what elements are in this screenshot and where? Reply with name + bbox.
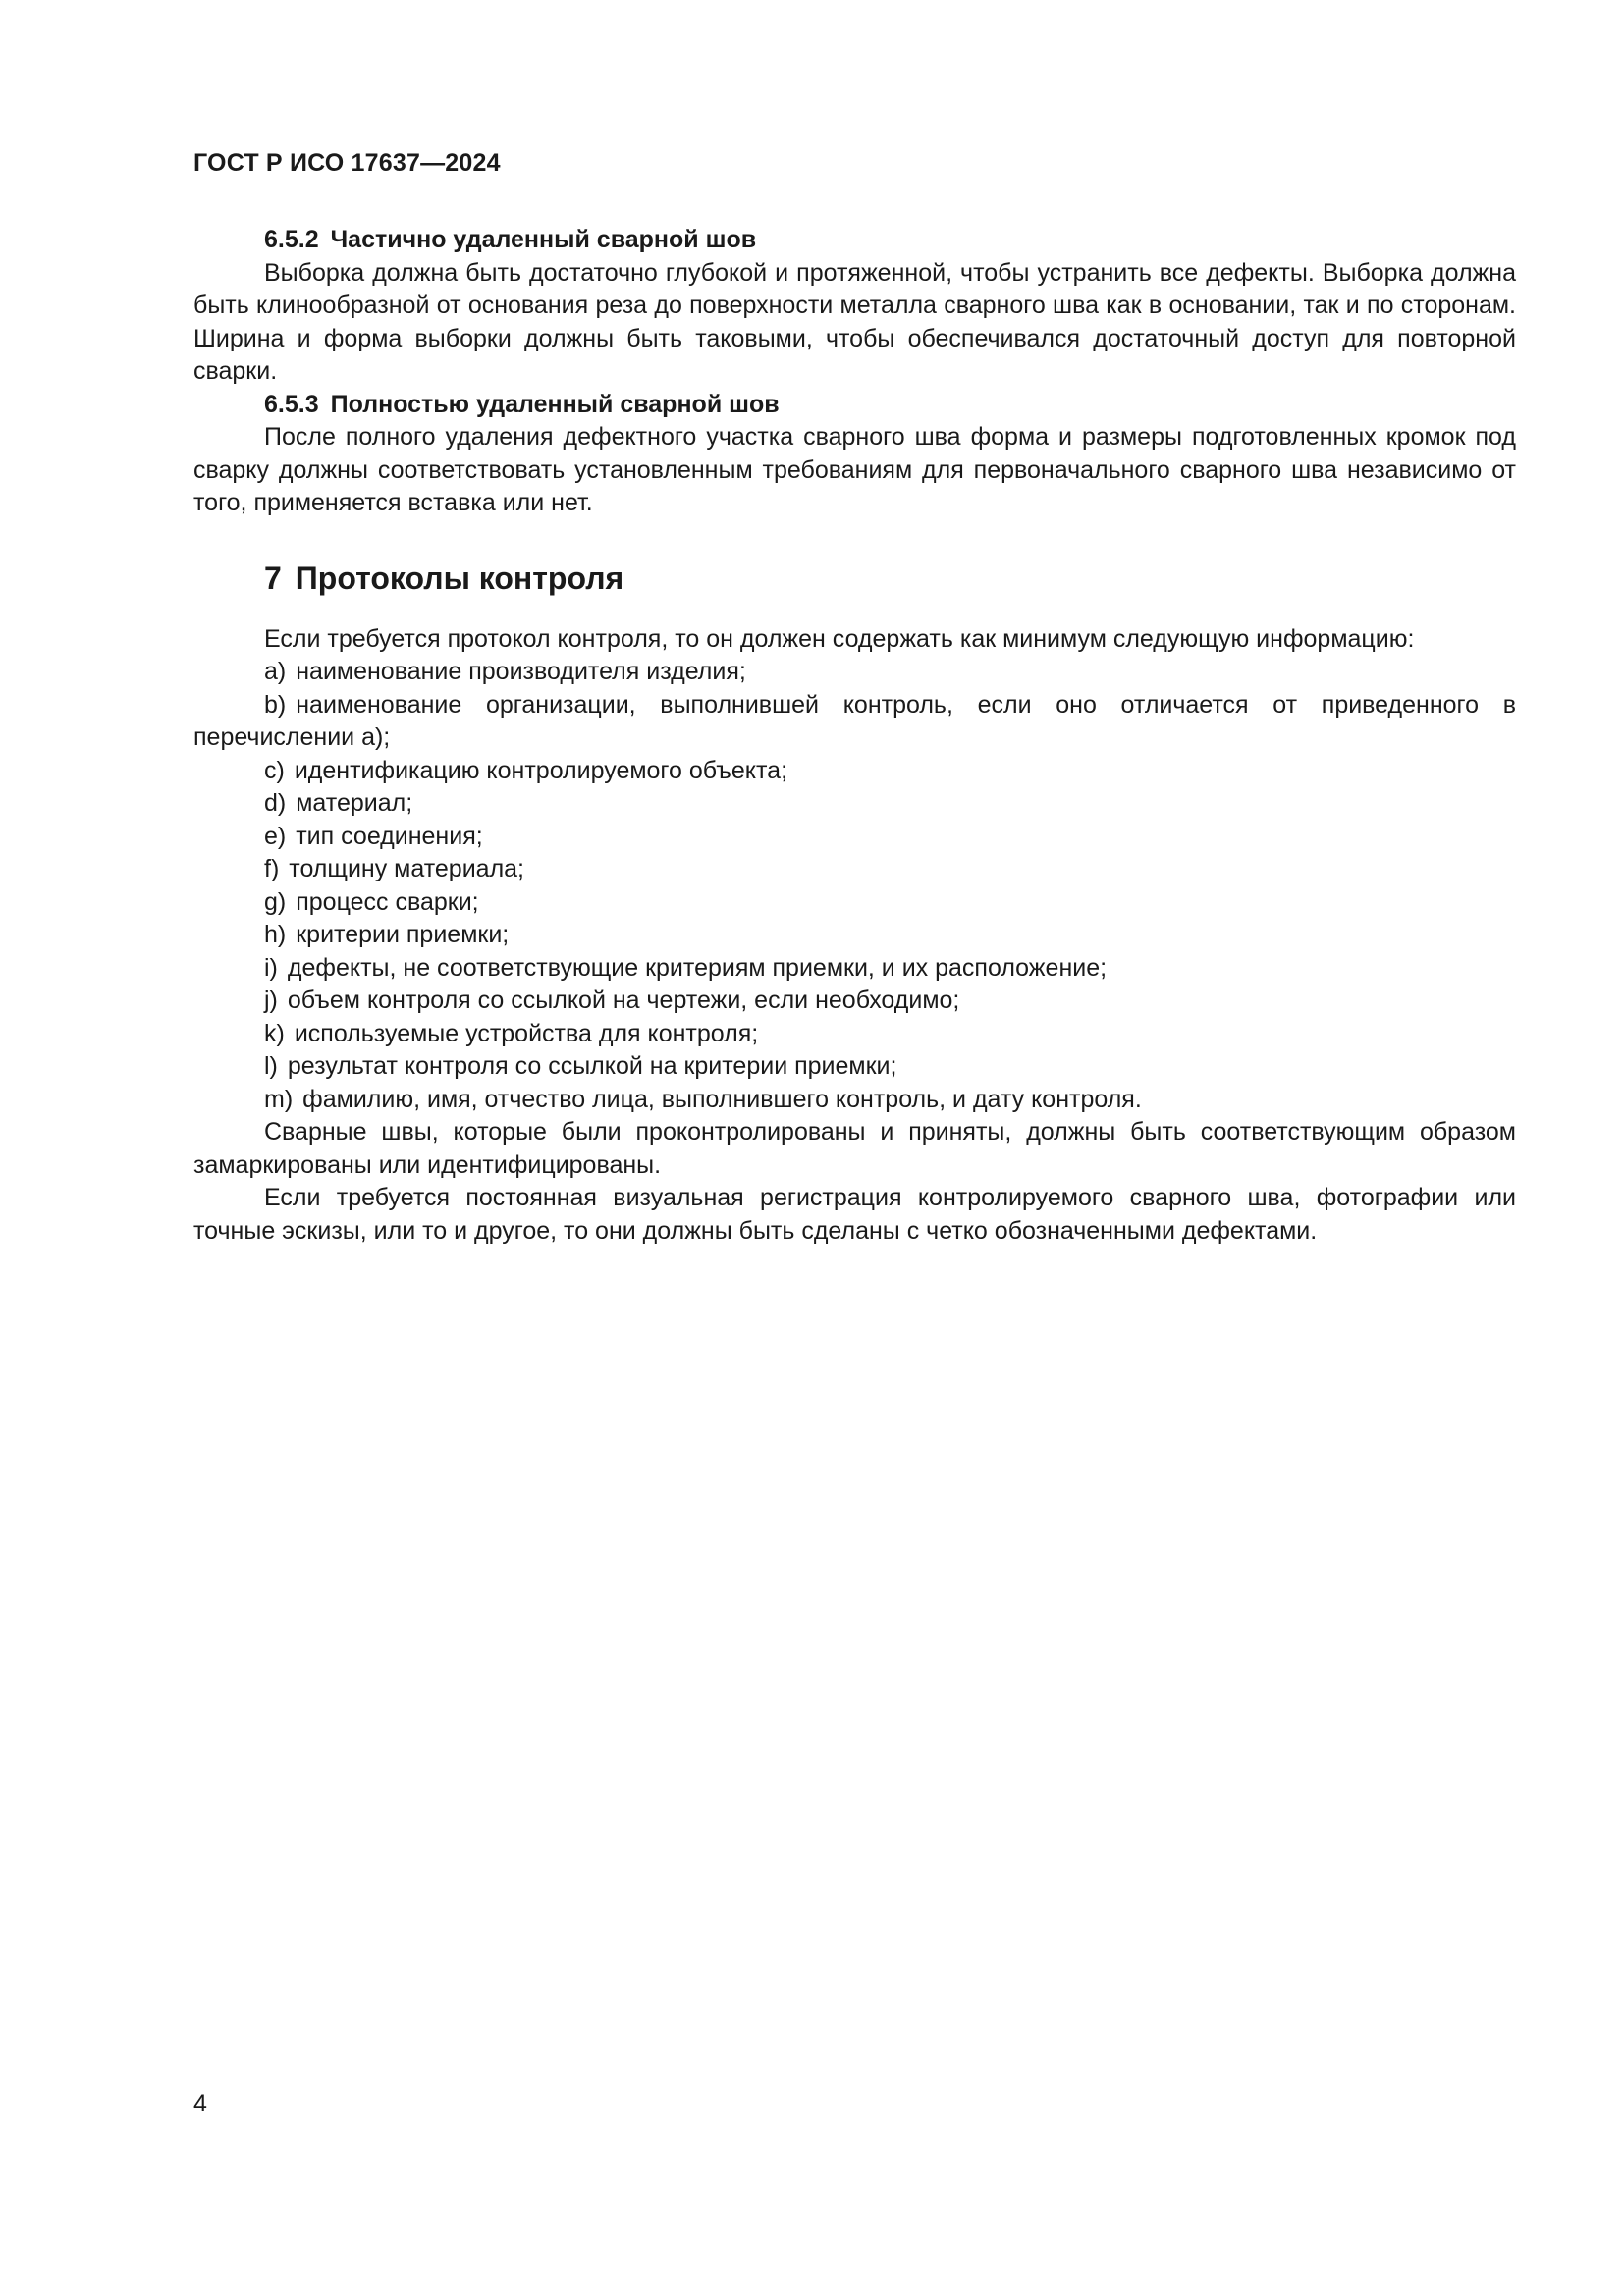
subsection-number: 6.5.3 [264, 390, 319, 418]
list-item [193, 1050, 1516, 1084]
section-heading-7 [193, 559, 1516, 598]
list-item [193, 656, 1516, 689]
list-item [193, 952, 1516, 986]
list-item-text: материал; [296, 789, 413, 817]
list-marker: m) [264, 1085, 294, 1113]
list-item-text: дефекты, не соответствующие критериям приемки, и их расположение; [287, 953, 1108, 982]
paragraph-6-5-3: После полного удаления дефектного участка сварного шва форма и размеры подготовленных кромок под сварку должны соответствовать установленным требованиям для первоначального сварного шва независимо от того, применяется вставка или нет. [193, 423, 1516, 516]
list-marker: c) [264, 756, 285, 784]
list-item [193, 755, 1516, 788]
document-code-header: ГОСТ Р ИСО 17637—2024 [193, 149, 501, 177]
paragraph-6-5-2: Выборка должна быть достаточно глубокой и протяженной, чтобы устранить все дефекты. Выборка должна быть клинообразной от основания реза до поверхности металла сварного шва как в основании, так и по сторонам. Ширина и форма выборки должны быть таковыми, чтобы обеспечивался достаточный доступ для повторной сварки. [193, 258, 1516, 385]
list-marker: l) [264, 1052, 278, 1080]
list-item-text: используемые устройства для контроля; [294, 1019, 759, 1047]
paragraph-marking: Сварные швы, которые были проконтролированы и приняты, должны быть соответствующим образом замаркированы или идентифицированы. [193, 1118, 1516, 1179]
list-item [193, 689, 1516, 755]
list-marker: a) [264, 658, 287, 685]
list-item-text: наименование производителя изделия; [296, 658, 746, 685]
list-marker: h) [264, 921, 287, 948]
list-item-text: критерии приемки; [296, 921, 510, 948]
section-title: Протоколы контроля [295, 560, 624, 596]
list-marker: g) [264, 887, 287, 916]
list-item-text: объем контроля со ссылкой на чертежи, если необходимо; [287, 987, 960, 1014]
list-item [193, 919, 1516, 952]
subsection-number: 6.5.2 [264, 226, 319, 253]
list-marker: i) [264, 953, 278, 982]
list-item-text: процесс сварки; [296, 887, 479, 916]
list-item-text: результат контроля со ссылкой на критерии приемки; [287, 1052, 897, 1080]
list-item [193, 821, 1516, 854]
paragraph-photo-record: Если требуется постоянная визуальная регистрация контролируемого сварного шва, фотографии или точные эскизы, или то и другое, то они должны быть сделаны с четко обозначенными дефектами. [193, 1184, 1516, 1245]
list-marker: k) [264, 1019, 285, 1047]
list-marker: j) [264, 987, 278, 1014]
subsection-heading-6-5-3 [193, 389, 1516, 422]
list-marker: b) [264, 690, 287, 719]
requirements-list [193, 656, 1516, 1116]
list-item [193, 853, 1516, 886]
page-number: 4 [193, 2090, 207, 2117]
list-item-text: идентификацию контролируемого объекта; [294, 756, 788, 784]
list-item [193, 1018, 1516, 1051]
subsection-title: Полностью удаленный сварной шов [330, 390, 780, 418]
subsection-title: Частично удаленный сварной шов [330, 226, 757, 253]
list-item-text: фамилию, имя, отчество лица, выполнившего контроль, и дату контроля. [302, 1085, 1142, 1113]
paragraph-7-intro: Если требуется протокол контроля, то он должен содержать как минимум следующую информацию: [264, 624, 1415, 653]
document-body [193, 224, 1516, 1248]
list-marker: d) [264, 789, 287, 817]
list-item [193, 787, 1516, 821]
list-item-text: толщину материала; [289, 855, 525, 882]
list-item-text: наименование организации, выполнившей контроль, если оно отличается от приведенного в перечислении а); [193, 690, 1516, 751]
list-marker: e) [264, 822, 287, 850]
list-item [193, 985, 1516, 1018]
list-item-text: тип соединения; [296, 822, 483, 850]
list-marker: f) [264, 855, 280, 882]
list-item [193, 886, 1516, 920]
list-item [193, 1084, 1516, 1117]
subsection-heading-6-5-2 [193, 224, 1516, 257]
section-number: 7 [264, 560, 282, 596]
